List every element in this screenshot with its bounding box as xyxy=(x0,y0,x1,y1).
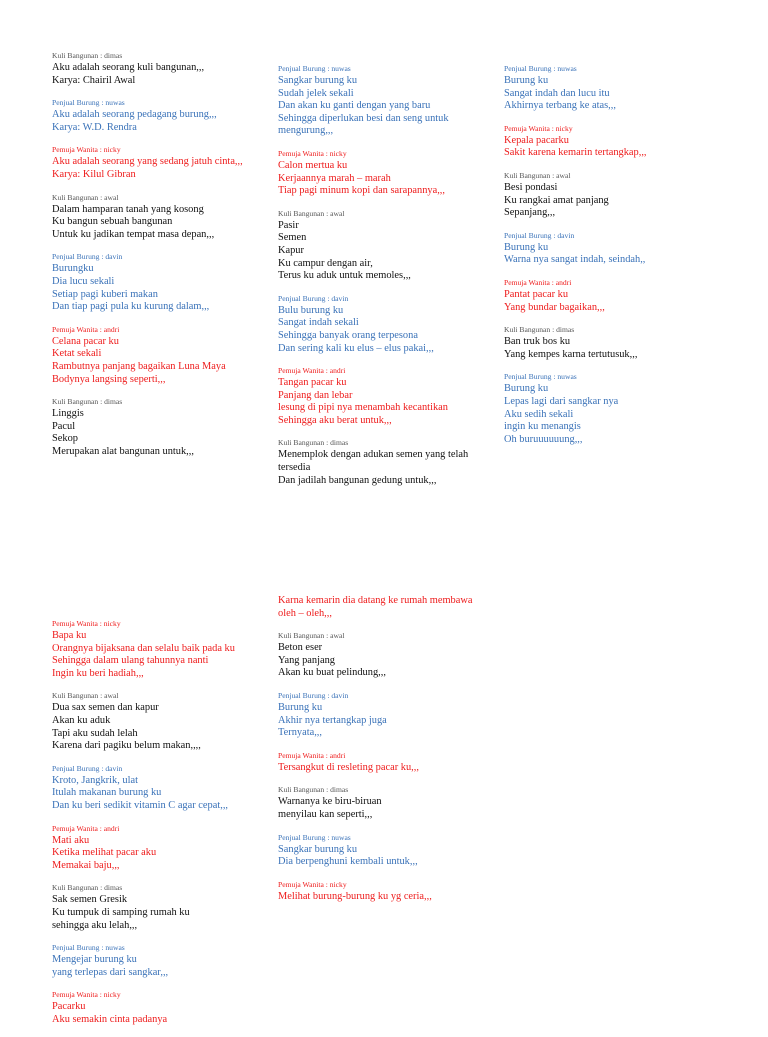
verse-block xyxy=(52,990,272,1026)
verse-block xyxy=(504,171,724,220)
verse-line: Karya: W.D. Rendra xyxy=(52,121,137,133)
verse-block xyxy=(52,325,272,386)
verse-block xyxy=(52,824,272,873)
verse-author-label: Penjual Burung : davin xyxy=(52,763,123,773)
verse-author-label: Penjual Burung : nuwas xyxy=(278,64,351,73)
verse-line: Ternyata,,, xyxy=(278,727,322,739)
verse-line: Kapur xyxy=(278,244,304,256)
verse-block xyxy=(278,149,498,198)
verse-line: sehingga aku lelah,,, xyxy=(52,919,138,931)
verse-line: Warna nya sangat indah, seindah,, xyxy=(504,254,646,266)
verse-author-label: Kuli Bangunan : awal xyxy=(278,208,345,218)
verse-line: Calon mertua ku xyxy=(278,159,348,171)
verse-line: Ketat sekali xyxy=(52,348,102,360)
verse-block xyxy=(278,438,498,487)
verse-line: Sehingga dalam ulang tahunnya nanti xyxy=(52,655,209,667)
verse-block xyxy=(52,51,272,87)
verse-line: Ban truk bos ku xyxy=(504,336,571,348)
verse-author-label: Kuli Bangunan : dimas xyxy=(52,883,123,893)
verse-line: Aku adalah seorang pedagang burung,,, xyxy=(52,109,217,121)
verse-line: Untuk ku jadikan tempat masa depan,,, xyxy=(52,228,215,240)
verse-line: Mati aku xyxy=(52,834,90,846)
verse-line: Bapa ku xyxy=(52,630,87,641)
verse-line: Burung ku xyxy=(504,75,549,86)
page1-column-2 xyxy=(278,64,498,498)
verse-line: Tiap pagi minum kopi dan sarapannya,,, xyxy=(278,185,445,197)
verse-line: Yang kempes karna tertutusuk,,, xyxy=(504,348,638,360)
verse-line: Ketika melihat pacar aku xyxy=(52,847,157,859)
verse-block xyxy=(278,880,498,904)
verse-line: Celana pacar ku xyxy=(52,335,119,347)
verse-block xyxy=(278,64,498,138)
verse-author-label: Pemuja Wanita : andri xyxy=(52,823,120,833)
verse-block xyxy=(504,231,724,267)
verse-line: Burung ku xyxy=(278,701,323,713)
verse-line: Sekop xyxy=(52,433,78,445)
verse-line: Akhirnya terbang ke atas,,, xyxy=(504,100,616,112)
verse-author-label: Pemuja Wanita : nicky xyxy=(52,619,121,628)
verse-line: Karya: Kilul Gibran xyxy=(52,168,136,180)
verse-author-label: Pemuja Wanita : andri xyxy=(504,277,572,287)
verse-block xyxy=(504,325,724,361)
verse-line: Dan akan ku ganti dengan yang baru xyxy=(278,100,431,112)
verse-line: Warnanya ke biru-biruan xyxy=(278,796,382,808)
verse-line: Dan tiap pagi pula ku kurung dalam,,, xyxy=(52,301,210,313)
verse-block xyxy=(52,691,272,752)
verse-line: Kroto, Jangkrik, ulat xyxy=(52,774,138,786)
verse-line: Bodynya langsing seperti,,, xyxy=(52,373,166,385)
verse-line: Aku semakin cinta padanya xyxy=(52,1013,168,1025)
verse-line: Sehingga aku berat untuk,,, xyxy=(278,414,392,426)
verse-line: Burungku xyxy=(52,263,94,275)
verse-line: Linggis xyxy=(52,408,84,420)
verse-block xyxy=(52,193,272,242)
page1-column-3 xyxy=(504,64,724,457)
verse-block xyxy=(278,833,498,869)
verse-line: Tersangkut di resleting pacar ku,,, xyxy=(278,761,419,773)
verse-block xyxy=(52,943,272,979)
verse-author-label: Penjual Burung : nuwas xyxy=(504,372,577,382)
verse-author-label: Penjual Burung : davin xyxy=(504,230,575,240)
verse-line: Merupakan alat bangunan untuk,,, xyxy=(52,445,194,457)
verse-line: Itulah makanan burung ku xyxy=(52,787,162,799)
verse-line: Dia berpenghuni kembali untuk,,, xyxy=(278,856,418,868)
verse-line: Yang bundar bagaikan,,, xyxy=(504,301,605,313)
verse-block xyxy=(52,764,272,813)
verse-line: Memakai baju,,, xyxy=(52,859,120,871)
verse-author-label: Kuli Bangunan : dimas xyxy=(504,325,575,335)
verse-line: yang terlepas dari sangkar,,, xyxy=(52,966,169,978)
verse-author-label: Penjual Burung : nuwas xyxy=(504,64,577,73)
verse-line: Ku bangun sebuah bangunan xyxy=(52,216,173,228)
verse-line: menyilau kan seperti,,, xyxy=(278,808,373,820)
verse-author-label: Kuli Bangunan : dimas xyxy=(52,397,123,407)
verse-line: Sudah jelek sekali xyxy=(278,87,354,99)
verse-block xyxy=(278,366,498,427)
verse-line: Sangkar burung ku xyxy=(278,843,358,855)
verse-line: ingin ku menangis xyxy=(504,421,581,433)
verse-author-label: Penjual Burung : nuwas xyxy=(278,832,351,842)
verse-line: Aku sedih sekali xyxy=(504,408,574,420)
verse-block xyxy=(52,145,272,181)
verse-line: Akan ku buat pelindung,,, xyxy=(278,667,386,679)
verse-line: Orangnya bijaksana dan selalu baik pada ku xyxy=(52,642,235,654)
verse-block xyxy=(504,372,724,446)
verse-author-label: Penjual Burung : nuwas xyxy=(52,943,125,953)
verse-line: Kerjaannya marah – marah xyxy=(278,172,391,184)
page2-column-2 xyxy=(278,595,498,914)
verse-block xyxy=(504,64,724,113)
verse-author-label: Pemuja Wanita : nicky xyxy=(278,148,347,158)
verse-block xyxy=(278,751,498,775)
verse-line: Pacarku xyxy=(52,1001,86,1013)
verse-line: Sangat indah dan lucu itu xyxy=(504,87,610,99)
verse-line: Bulu burung ku xyxy=(278,304,344,316)
verse-block xyxy=(278,595,498,620)
verse-line: Semen xyxy=(278,232,307,244)
verse-line: Sehingga diperlukan besi dan seng untuk mengurung,,, xyxy=(278,112,449,137)
verse-block xyxy=(278,785,498,821)
verse-line: Pantat pacar ku xyxy=(504,288,569,300)
verse-line: Dua sax semen dan kapur xyxy=(52,702,159,714)
verse-line: Dan ku beri sedikit vitamin C agar cepat,,, xyxy=(52,799,229,811)
verse-line: Kepala pacarku xyxy=(504,134,569,146)
verse-line: Ku tumpuk di samping rumah ku xyxy=(52,906,190,918)
verse-block xyxy=(52,397,272,458)
verse-line: Beton eser xyxy=(278,642,323,654)
verse-author-label: Pemuja Wanita : nicky xyxy=(52,990,121,1000)
verse-author-label: Penjual Burung : davin xyxy=(278,690,349,700)
verse-line: Sehingga banyak orang terpesona xyxy=(278,329,418,341)
verse-line: Pacul xyxy=(52,420,76,432)
verse-line: Dalam hamparan tanah yang kosong xyxy=(52,203,204,215)
verse-line: Setiap pagi kuberi makan xyxy=(52,288,158,300)
verse-author-label: Kuli Bangunan : dimas xyxy=(278,785,349,795)
verse-block xyxy=(278,691,498,740)
verse-line: Ingin ku beri hadiah,,, xyxy=(52,667,144,679)
verse-line: Karena dari pagiku belum makan,,,, xyxy=(52,740,201,752)
verse-line: Tangan pacar ku xyxy=(278,377,347,389)
verse-line: Dan jadilah bangunan gedung untuk,,, xyxy=(278,474,437,486)
verse-line: Dan sering kali ku elus – elus pakai,,, xyxy=(278,342,434,354)
verse-line: Oh buruuuuuung,,, xyxy=(504,433,583,445)
verse-author-label: Pemuja Wanita : andri xyxy=(52,324,120,334)
verse-author-label: Kuli Bangunan : dimas xyxy=(278,438,349,448)
verse-line: Rambutnya panjang bagaikan Luna Maya xyxy=(52,360,226,372)
verse-line: Terus ku aduk untuk memoles,,, xyxy=(278,270,411,282)
verse-line: Aku adalah seorang kuli bangunan,,, xyxy=(52,62,205,73)
verse-line: Sakit karena kemarin tertangkap,,, xyxy=(504,147,647,159)
page1-column-1 xyxy=(52,51,272,469)
verse-line: Sak semen Gresik xyxy=(52,894,128,906)
verse-author-label: Kuli Bangunan : awal xyxy=(52,192,119,202)
verse-line: Burung ku xyxy=(504,241,549,253)
verse-line: Sepanjang,,, xyxy=(504,207,556,219)
verse-author-label: Kuli Bangunan : dimas xyxy=(52,51,123,60)
verse-block xyxy=(278,631,498,680)
verse-block xyxy=(278,294,498,355)
verse-line: lesung di pipi nya menambah kecantikan xyxy=(278,402,448,414)
verse-author-label: Pemuja Wanita : nicky xyxy=(52,145,121,155)
verse-line: Akhir nya tertangkap juga xyxy=(278,714,387,726)
verse-author-label: Pemuja Wanita : nicky xyxy=(504,123,573,133)
verse-author-label: Penjual Burung : davin xyxy=(278,293,349,303)
verse-line: Karya: Chairil Awal xyxy=(52,74,136,86)
verse-line: Burung ku xyxy=(504,383,549,395)
verse-line: Besi pondasi xyxy=(504,181,558,193)
verse-author-label: Pemuja Wanita : nicky xyxy=(278,879,347,889)
verse-line: Ku campur dengan air, xyxy=(278,257,373,269)
verse-block xyxy=(278,209,498,283)
verse-line: Tapi aku sudah lelah xyxy=(52,727,138,739)
verse-author-label: Kuli Bangunan : awal xyxy=(504,170,571,180)
verse-line: Panjang dan lebar xyxy=(278,389,353,401)
verse-block xyxy=(52,619,272,680)
verse-line: Melihat burung-burung ku yg ceria,,, xyxy=(278,890,432,902)
verse-line: Pasir xyxy=(278,219,299,231)
verse-line: Ku rangkai amat panjang xyxy=(504,194,609,206)
verse-line: Sangkar burung ku xyxy=(278,75,358,86)
verse-author-label: Penjual Burung : nuwas xyxy=(52,98,125,108)
verse-block xyxy=(504,124,724,160)
verse-author-label: Pemuja Wanita : andri xyxy=(278,750,346,760)
verse-block xyxy=(52,883,272,932)
verse-author-label: Kuli Bangunan : awal xyxy=(52,691,119,701)
verse-author-label: Pemuja Wanita : andri xyxy=(278,366,346,376)
verse-line: Menemplok dengan adukan semen yang telah tersedia xyxy=(278,449,469,474)
verse-line: Sangat indah sekali xyxy=(278,317,359,329)
verse-block xyxy=(504,278,724,314)
verse-line: Aku adalah seorang yang sedang jatuh cinta,,, xyxy=(52,156,243,168)
page2-column-1 xyxy=(52,619,272,1037)
verse-line: Karna kemarin dia datang ke rumah membawa oleh – oleh,,, xyxy=(278,595,473,619)
verse-author-label: Penjual Burung : davin xyxy=(52,252,123,262)
verse-line: Mengejar burung ku xyxy=(52,954,137,966)
verse-block xyxy=(52,252,272,313)
verse-line: Lepas lagi dari sangkar nya xyxy=(504,395,619,407)
verse-line: Akan ku aduk xyxy=(52,714,111,726)
verse-line: Dia lucu sekali xyxy=(52,275,115,287)
verse-author-label: Kuli Bangunan : awal xyxy=(278,631,345,641)
verse-block xyxy=(52,98,272,134)
verse-line: Yang panjang xyxy=(278,654,335,666)
